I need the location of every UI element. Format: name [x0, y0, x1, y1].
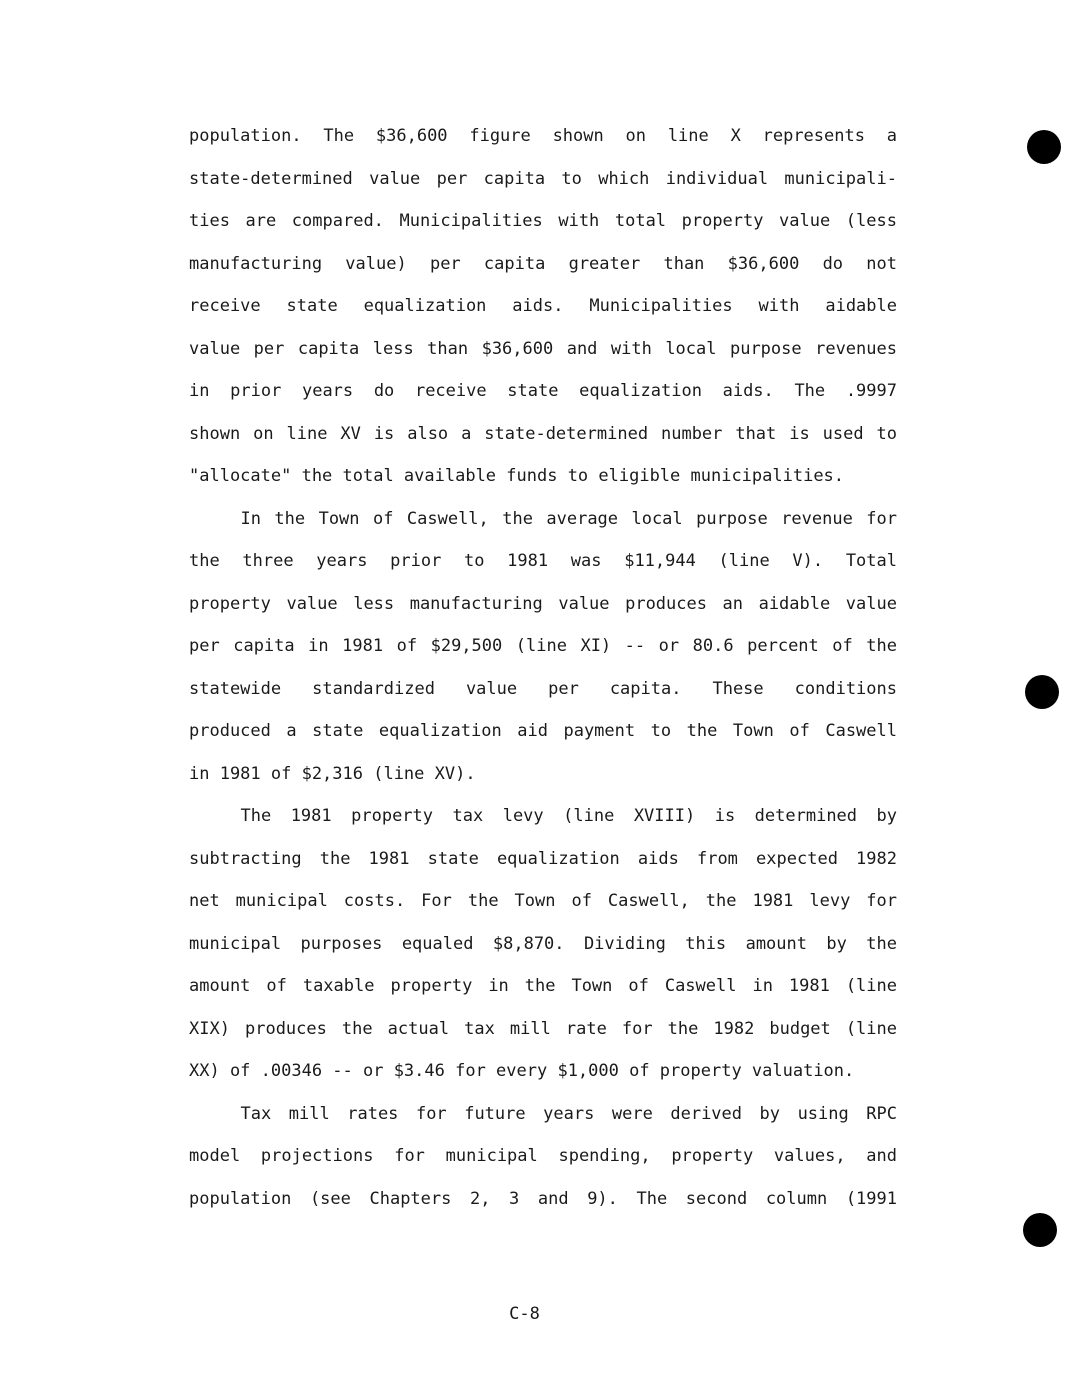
- body-text: [189, 125, 897, 1230]
- text-line: value per capita less than $36,600 and with local purpose revenues: [189, 338, 897, 359]
- text-line: subtracting the 1981 state equalization aids from expected 1982: [189, 848, 897, 869]
- punch-hole-top: [1027, 130, 1061, 164]
- text-line: per capita in 1981 of $29,500 (line XI) -- or 80.6 percent of the: [189, 636, 897, 656]
- text-line: shown on line XV is also a state-determined number that is used to: [189, 423, 897, 444]
- punch-hole-bottom: [1023, 1213, 1057, 1247]
- text-line: "allocate" the total available funds to eligible municipalities.: [189, 466, 845, 486]
- text-line: Tax mill rates for future years were derived by using RPC: [240, 1103, 897, 1124]
- text-line: state-determined value per capita to which individual municipali-: [189, 168, 897, 189]
- text-line: population (see Chapters 2, 3 and 9). The second column (1991: [189, 1188, 897, 1209]
- text-line: model projections for municipal spending, property values, and: [189, 1146, 897, 1166]
- text-line: produced a state equalization aid payment to the Town of Caswell: [189, 721, 897, 741]
- text-line: amount of taxable property in the Town of Caswell in 1981 (line: [189, 976, 897, 996]
- text-line: net municipal costs. For the Town of Caswell, the 1981 levy for: [189, 891, 897, 911]
- text-line: statewide standardized value per capita. These conditions: [189, 678, 897, 699]
- text-line: XIX) produces the actual tax mill rate for the 1982 budget (line: [189, 1018, 897, 1039]
- text-line: In the Town of Caswell, the average local purpose revenue for: [240, 508, 897, 529]
- text-line: property value less manufacturing value produces an aidable value: [189, 593, 897, 614]
- text-line: XX) of .00346 -- or $3.46 for every $1,000 of property valuation.: [189, 1061, 855, 1081]
- text-line: manufacturing value) per capita greater than $36,600 do not: [189, 253, 897, 274]
- text-line: in prior years do receive state equalization aids. The .9997: [189, 381, 897, 401]
- text-line: municipal purposes equaled $8,870. Dividing this amount by the: [189, 933, 897, 954]
- text-line: the three years prior to 1981 was $11,944 (line V). Total: [189, 551, 897, 571]
- text-line: in 1981 of $2,316 (line XV).: [189, 763, 476, 784]
- text-line: population. The $36,600 figure shown on line X represents a: [189, 126, 897, 146]
- text-line: The 1981 property tax levy (line XVIII) is determined by: [240, 806, 897, 826]
- text-line: ties are compared. Municipalities with total property value (less: [189, 211, 897, 231]
- punch-hole-middle: [1025, 675, 1059, 709]
- text-line: receive state equalization aids. Municipalities with aidable: [189, 296, 897, 316]
- page-number: C-8: [509, 1304, 540, 1324]
